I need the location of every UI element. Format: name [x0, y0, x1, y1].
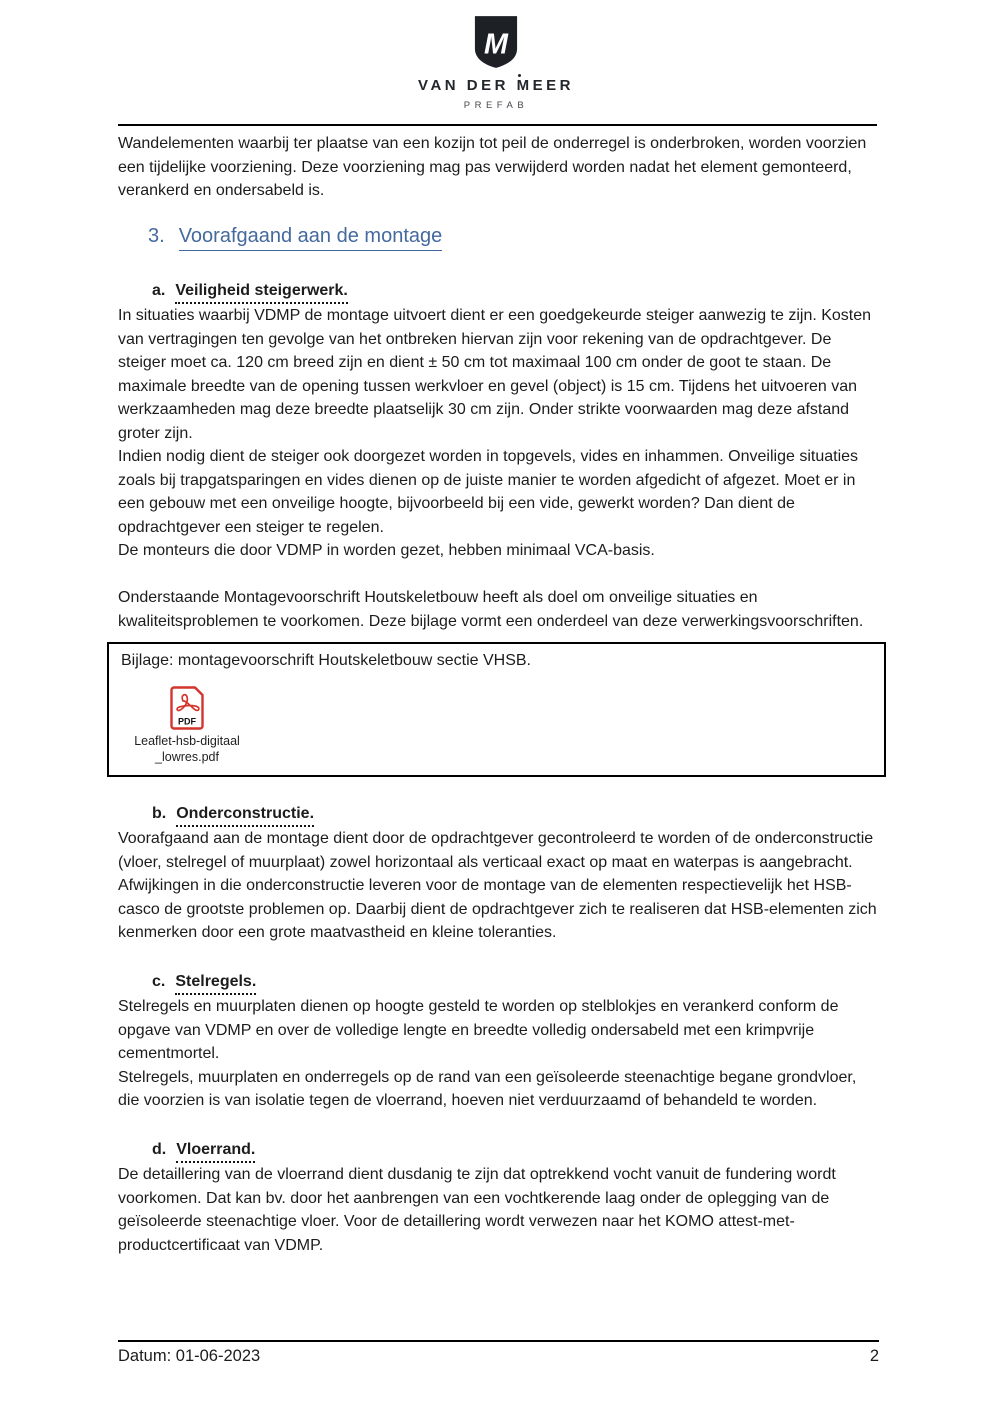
- file-name-line1: Leaflet-hsb-digitaal: [134, 733, 240, 748]
- subsection-heading-a: [152, 279, 879, 305]
- paragraph: Indien nodig dient de steiger ook doorgezet worden in topgevels, vides en inhammen. Onveilige situaties zoals bij trapgatsparingen en vides dienen op de juiste manier te worden afgedicht of afgezet. Moet er in een gebouw met een onveilige hoogte, bijvoorbeeld bij een vide, gewerkt worden? Dan dient de opdrachtgever een steiger te regelen.: [118, 448, 859, 536]
- section-title: Voorafgaand aan de montage: [179, 223, 443, 251]
- subsection-title: Onderconstructie.: [176, 802, 314, 828]
- file-name-line2: _lowres.pdf: [155, 749, 219, 764]
- logo-subtitle: PREFAB: [463, 100, 529, 111]
- paragraph: In situaties waarbij VDMP de montage uitvoert dient er een goedgekeurde steiger aanwezig te zijn. Kosten van vertragingen ten gevolge van het ontbreken hiervan zijn voor rekening van de opdrachtgever. De steiger moet ca. 120 cm breed zijn en dient ± 50 cm tot maximaal 100 cm onder de goot te staan. De maximale breedte van de opening tussen werkvloer en gevel (object) is 15 cm. Tijdens het uitvoeren van werkzaamheden mag deze breedte plaatselijk 30 cm zijn. Onder strikte voorwaarden mag deze afstand groter zijn.: [118, 307, 872, 442]
- subsection-letter: c.: [152, 972, 166, 990]
- logo-name-text: VAN DER MEER: [418, 77, 574, 94]
- subsection-title: Stelregels.: [175, 970, 256, 996]
- pdf-attachment[interactable]: [121, 686, 253, 765]
- footer-date: Datum: 01-06-2023: [118, 1347, 261, 1365]
- paragraph: Stelregels, muurplaten en onderregels op de rand van een geïsoleerde steenachtige begane grondvloer, die voorzien is van isolatie tegen de vloerrand, hoeven niet verduurzaamd of behandeld te worden.: [118, 1068, 857, 1109]
- subsection-letter: d.: [152, 1140, 167, 1158]
- attachment-box: [107, 642, 886, 777]
- intro-paragraph: Wandelementen waarbij ter plaatse van een kozijn tot peil de onderregel is onderbroken, worden voorzien een tijdelijke voorziening. Deze voorziening mag pas verwijderd worden nadat het element gemonteerd, verankerd en ondersabeld is.: [118, 135, 867, 199]
- subsection-heading-b: [152, 802, 879, 828]
- logo-accent-dot: [518, 74, 521, 77]
- header-rule: [118, 124, 877, 126]
- footer: [118, 1340, 879, 1366]
- section-heading: [148, 223, 879, 251]
- footer-page-number: 2: [869, 1347, 879, 1365]
- subsection-title: Vloerrand.: [176, 1138, 255, 1164]
- company-logo: [0, 0, 992, 111]
- logo-monogram: M: [484, 28, 508, 61]
- pdf-icon[interactable]: [170, 686, 204, 730]
- logo-shield-icon: [473, 14, 519, 70]
- subsection-letter: b.: [152, 804, 167, 822]
- pdf-icon-label: PDF: [178, 716, 196, 726]
- subsection-heading-c: [152, 970, 879, 996]
- subsection-letter: a.: [152, 281, 166, 299]
- paragraph: Voorafgaand aan de montage dient door de opdrachtgever gecontroleerd te worden of de onderconstructie (vloer, stelregel of muurplaat) zowel horizontaal als verticaal exact op maat en waterpas is aangebracht. Afwijkingen in die onderconstructie leveren voor de montage van de elementen respectievelijk het HSB-casco de grootste problemen op. Daarbij dient de opdrachtgever zich te realiseren dat HSB-elementen zich kenmerken door een grote maatvastheid en kleine toleranties.: [118, 830, 877, 941]
- paragraph: Onderstaande Montagevoorschrift Houtskeletbouw heeft als doel om onveilige situaties en kwaliteitsproblemen te voorkomen. Deze bijlage vormt een onderdeel van deze verwerkingsvoorschriften.: [118, 589, 864, 630]
- document-body: [118, 132, 879, 1257]
- subsection-heading-d: [152, 1138, 879, 1164]
- subsection-title: Veiligheid steigerwerk.: [175, 279, 348, 305]
- paragraph: De detaillering van de vloerrand dient dusdanig te zijn dat optrekkend vocht vanuit de fundering wordt voorkomen. Dat kan bv. door het aanbrengen van een vochtkerende laag onder de oplegging van de geïsoleerde steenachtige vloer. Voor de detaillering wordt verwezen naar het KOMO attest-met-productcertificaat van VDMP.: [118, 1166, 836, 1254]
- logo-name: [418, 77, 574, 94]
- attachment-file-name[interactable]: [121, 733, 253, 765]
- paragraph: Stelregels en muurplaten dienen op hoogte gesteld te worden op stelblokjes en verankerd conform de opgave van VDMP en over de volledige lengte en breedte volledig ondersabeld met een krimpvrije cementmortel.: [118, 998, 839, 1062]
- section-number: 3.: [148, 224, 165, 247]
- paragraph: De monteurs die door VDMP in worden gezet, hebben minimaal VCA-basis.: [118, 542, 655, 559]
- attachment-label: Bijlage: montagevoorschrift Houtskeletbouw sectie VHSB.: [121, 652, 531, 669]
